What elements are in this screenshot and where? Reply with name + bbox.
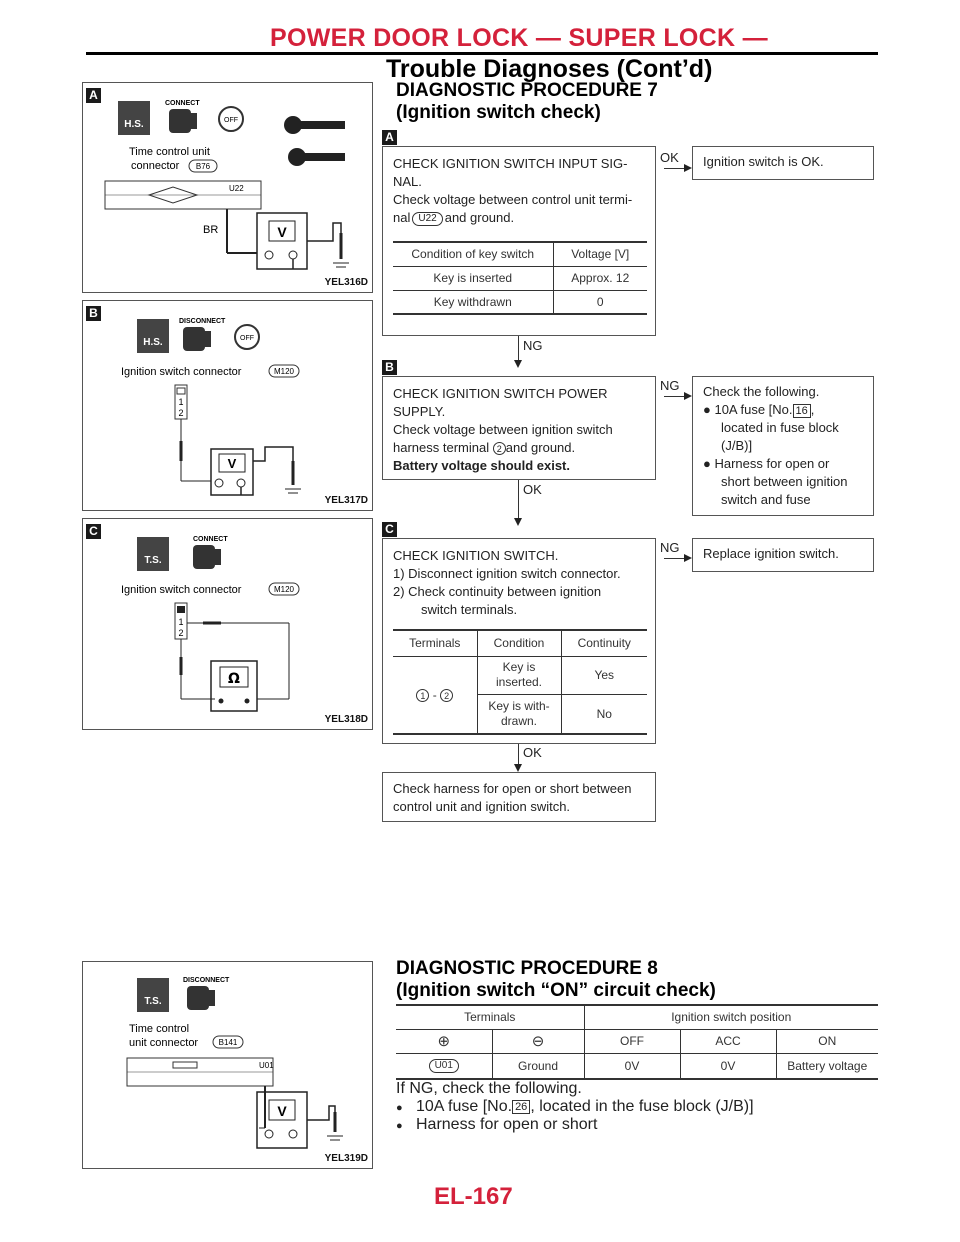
result-ok-box: Ignition switch is OK. [692,146,874,180]
ignition-position-table: Terminals Ignition switch position ⊕ ⊖ OFF ACC ON U01 Ground 0V 0V Battery voltage [396,1004,878,1080]
fig-label: Ignition switch connector [121,584,242,596]
fig-label: Ignition switch connector [121,366,242,378]
figure-yel318d [82,518,373,730]
wiring-diagram-2 [83,301,374,512]
state-label: DISCONNECT [183,977,230,984]
arrow-down-icon [514,764,522,772]
page-subtitle: Trouble Diagnoses (Cont’d) [386,55,713,83]
minus-icon: ⊖ [492,1029,584,1053]
step-b-box: CHECK IGNITION SWITCH POWER SUPPLY. Check voltage between ignition switch harness terminal 2 and ground. Battery voltage should exist. [382,376,656,480]
fig-label: Time control [129,1023,190,1035]
hs-label: H.S. [143,337,163,348]
pin-number: 1 [178,397,184,407]
hs-label: T.S. [144,996,162,1007]
ng-instruction: If NG, check the following. [396,1080,582,1097]
continuity-table: Terminals Condition Continuity 1 - 2 Key is inserted. Yes Key is with- drawn. No [393,629,647,735]
connector-label: U01 [429,1059,459,1073]
connector-id: B76 [195,162,211,171]
state-label: DISCONNECT [179,318,226,325]
plus-icon: ⊕ [396,1029,492,1053]
wiring-diagram-1 [83,83,374,294]
figure-marker-c: C [86,524,101,539]
ok-label: OK [523,745,542,760]
meter-symbol: V [277,1103,287,1119]
meter-symbol: Ω [228,671,240,687]
arrow-down-icon [514,360,522,368]
result-ng-box: Check the following. ● 10A fuse [No. 16 , located in fuse block (J/B)] ● Harness for open or short between ignition switch and fuse [692,376,874,516]
figure-yel316d [82,82,373,293]
pin-number: 2 [178,628,184,638]
ng-label: NG [523,338,543,353]
final-check-box: Check harness for open or short between control unit and ignition switch. [382,772,656,822]
wiring-diagram-3 [83,519,374,731]
state-label: CONNECT [193,536,228,543]
result-replace-box: Replace ignition switch. [692,538,874,572]
connector-id: M120 [273,585,295,594]
arrow-right-icon [684,554,692,562]
fuse-number: 16 [793,404,811,418]
step-marker-c: C [382,522,397,537]
fuse-number: 26 [512,1100,530,1114]
figure-code: YEL318D [324,714,368,725]
fig-label: Time control unit [129,146,210,158]
key-pos: OFF [224,117,238,124]
step-marker-a: A [382,130,397,145]
ok-label: OK [660,150,679,165]
hs-label: T.S. [144,555,162,566]
step-a-box: CHECK IGNITION SWITCH INPUT SIG- NAL. Check voltage between control unit termi- nal U22 and ground. Condition of key switch Voltage [V] Key is inserted Approx. 12 Key withdrawn 0 [382,146,656,336]
term-id: U01 [259,1061,274,1070]
arrow-right-icon [684,164,692,172]
section-header: POWER DOOR LOCK — SUPER LOCK — [270,24,768,52]
connector-label: U22 [412,212,442,226]
voltage-table: Condition of key switch Voltage [V] Key is inserted Approx. 12 Key withdrawn 0 [393,241,647,315]
meter-symbol: V [277,224,287,240]
term-id: U22 [229,184,244,193]
meter-symbol: V [227,456,237,471]
figure-marker-b: B [86,306,101,321]
figure-code: YEL317D [324,495,368,506]
figure-marker-a: A [86,88,101,103]
step-marker-b: B [382,360,397,375]
check-item-1: ● 10A fuse [No. 26 , located in the fuse block (J/B)] [396,1098,754,1115]
pin-number: 1 [178,617,184,627]
pin-number: 2 [178,408,184,418]
arrow-right-icon [684,392,692,400]
proc7-title: DIAGNOSTIC PROCEDURE 7 (Ignition switch check) [396,80,658,123]
wiring-diagram-4 [83,962,374,1170]
key-pos: OFF [240,335,254,342]
hs-label: H.S. [124,119,144,130]
pin-label: 2 [493,442,506,455]
figure-code: YEL316D [324,277,368,288]
ng-label: NG [660,540,680,555]
ng-label: NG [660,378,680,393]
connector-id: M120 [273,367,295,376]
check-item-2: ● Harness for open or short [396,1116,598,1133]
figure-yel319d [82,961,373,1169]
fig-label: unit connector [129,1037,199,1049]
fig-label: connector [131,160,180,172]
proc8-title: DIAGNOSTIC PROCEDURE 8 (Ignition switch “ON” circuit check) [396,958,716,1001]
arrow-down-icon [514,518,522,526]
page-number: EL-167 [434,1183,513,1210]
figure-yel317d [82,300,373,511]
ok-label: OK [523,482,542,497]
state-label: CONNECT [165,100,200,107]
figure-code: YEL319D [324,1153,368,1164]
connector-id: B141 [218,1038,238,1047]
wire-color: BR [203,224,219,236]
step-c-box: CHECK IGNITION SWITCH. 1) Disconnect ignition switch connector. 2) Check continuity between ignition switch terminals. Terminals Condition Continuity 1 - 2 Key is inserted. Yes Key is with- drawn. No [382,538,656,744]
